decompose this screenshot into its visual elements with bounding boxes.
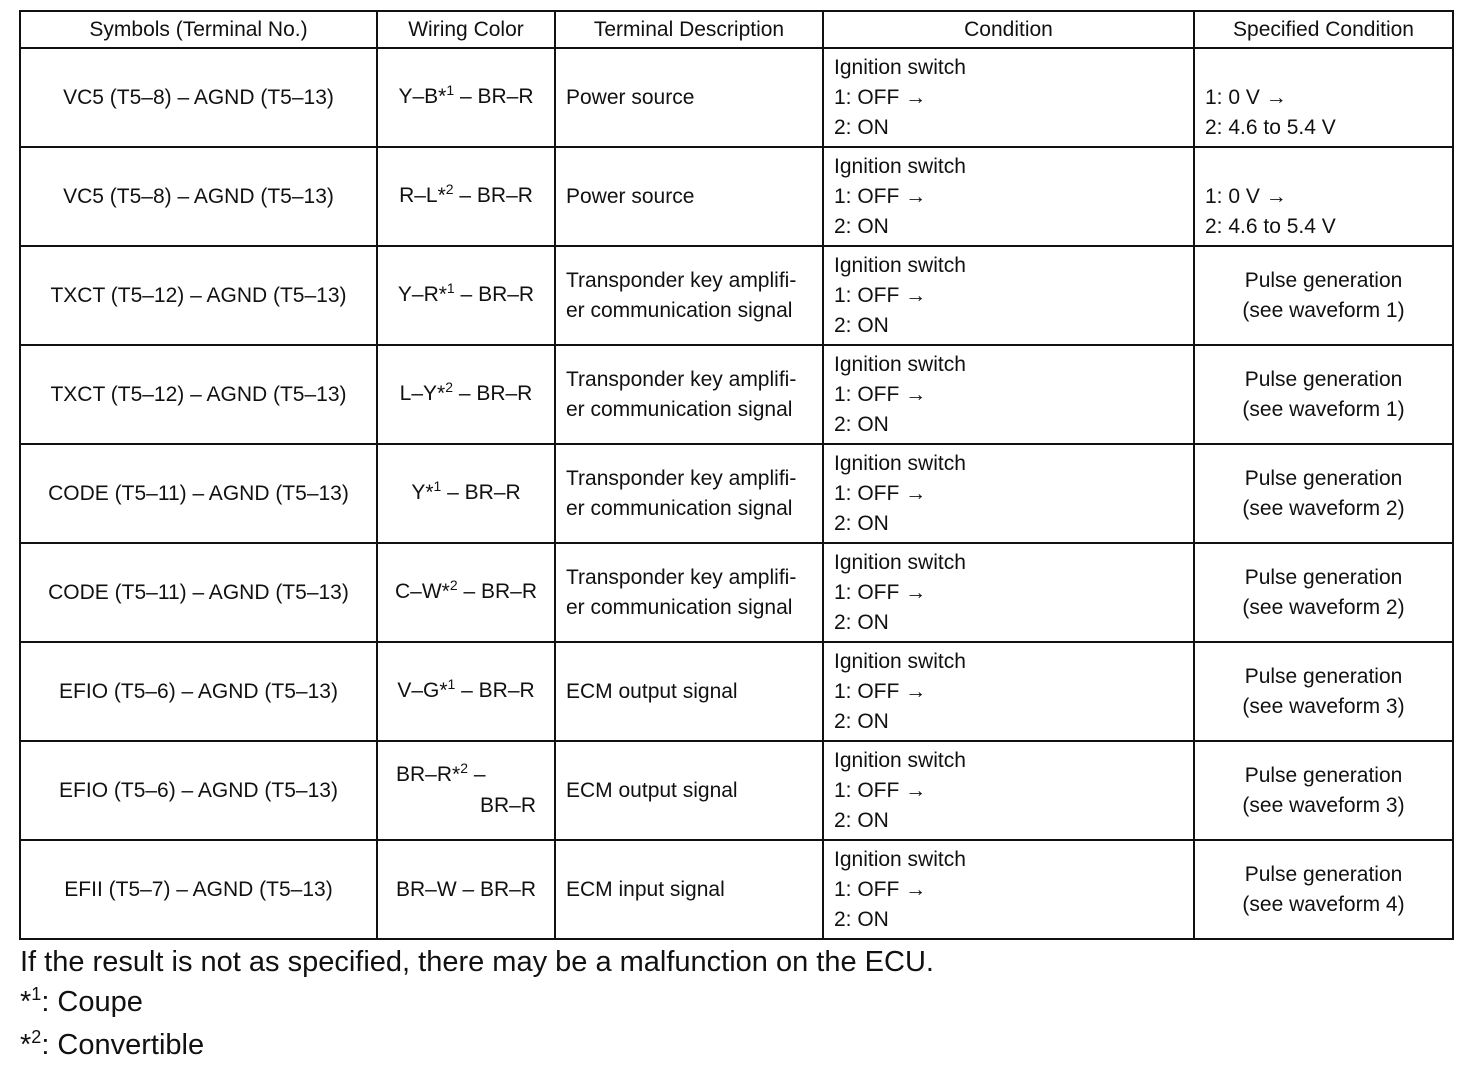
footnotes: [20, 942, 934, 1068]
condition-line: 1: OFF →: [834, 778, 927, 802]
condition-line: 2: ON: [834, 511, 889, 535]
spec-line: (see waveform 3): [1242, 694, 1405, 718]
cell-symbol: VC5 (T5–8) – AGND (T5–13): [20, 147, 377, 246]
condition-line: 2: ON: [834, 709, 889, 733]
cell-description: [555, 246, 823, 345]
wire-footnote-ref: 1: [446, 82, 455, 98]
table-row: [20, 840, 1453, 939]
condition-line: Ignition switch: [834, 352, 966, 376]
cell-symbol: TXCT (T5–12) – AGND (T5–13): [20, 246, 377, 345]
spec-line: (see waveform 3): [1242, 793, 1405, 817]
wire-text-line: [388, 760, 544, 791]
spec-line: (see waveform 1): [1242, 397, 1405, 421]
cell-description: [555, 741, 823, 840]
spec-line: Pulse generation: [1244, 466, 1403, 490]
spec-line: 1: 0 V →: [1205, 85, 1287, 109]
description-line: er communication signal: [566, 397, 793, 421]
wire-text: Y*: [411, 481, 434, 504]
cell-wiring-color: [377, 444, 555, 543]
cell-symbol: EFII (T5–7) – AGND (T5–13): [20, 840, 377, 939]
condition-line: Ignition switch: [834, 748, 966, 772]
description-line: ECM input signal: [566, 877, 725, 901]
condition-line: 2: ON: [834, 313, 889, 337]
wire-text: Y–B*: [398, 85, 447, 108]
wire-text: L–Y*: [399, 382, 446, 405]
header-terminal-description: Terminal Description: [555, 11, 823, 48]
condition-line: 1: OFF →: [834, 481, 927, 505]
cell-wiring-color: [377, 48, 555, 147]
header-symbols: Symbols (Terminal No.): [20, 11, 377, 48]
table-row: [20, 345, 1453, 444]
spec-line: 2: 4.6 to 5.4 V: [1205, 214, 1336, 238]
wire-text-suffix: – BR–R: [454, 283, 535, 306]
spec-line: Pulse generation: [1244, 862, 1403, 886]
cell-condition: [823, 840, 1194, 939]
spec-line: Pulse generation: [1244, 763, 1403, 787]
condition-line: Ignition switch: [834, 451, 966, 475]
header-wiring-color: Wiring Color: [377, 11, 555, 48]
wire-footnote-ref: 1: [433, 478, 442, 494]
spec-line: Pulse generation: [1244, 268, 1403, 292]
footnote-text: : Convertible: [41, 1029, 205, 1061]
table-row: [20, 246, 1453, 345]
cell-description: [555, 642, 823, 741]
cell-specified-condition: [1194, 543, 1453, 642]
wire-text-suffix: –: [468, 763, 486, 786]
footnote-convertible: [20, 1025, 934, 1068]
wire-footnote-ref: 1: [447, 676, 456, 692]
cell-symbol: EFIO (T5–6) – AGND (T5–13): [20, 642, 377, 741]
footnote-number: 1: [31, 984, 42, 1004]
wire-text: R–L*: [399, 184, 446, 207]
header-specified-condition: Specified Condition: [1194, 11, 1453, 48]
cell-description: [555, 345, 823, 444]
cell-wiring-color: [377, 543, 555, 642]
condition-line: Ignition switch: [834, 154, 966, 178]
condition-line: 2: ON: [834, 610, 889, 634]
table-row: [20, 741, 1453, 840]
condition-line: 1: OFF →: [834, 382, 927, 406]
cell-specified-condition: [1194, 147, 1453, 246]
wire-text-continuation: BR–R: [479, 794, 536, 817]
condition-line: 2: ON: [834, 907, 889, 931]
description-line: er communication signal: [566, 298, 793, 322]
table-header-row: [20, 11, 1453, 48]
cell-specified-condition: [1194, 48, 1453, 147]
footnote-coupe: [20, 982, 934, 1025]
spec-line: Pulse generation: [1244, 367, 1403, 391]
cell-specified-condition: [1194, 642, 1453, 741]
wire-footnote-ref: 2: [445, 379, 453, 395]
cell-wiring-color: [377, 147, 555, 246]
cell-description: [555, 840, 823, 939]
cell-symbol: EFIO (T5–6) – AGND (T5–13): [20, 741, 377, 840]
cell-condition: [823, 48, 1194, 147]
cell-specified-condition: [1194, 345, 1453, 444]
condition-line: 1: OFF →: [834, 85, 927, 109]
description-line: Transponder key amplifi-: [566, 565, 797, 589]
condition-line: Ignition switch: [834, 550, 966, 574]
cell-condition: [823, 543, 1194, 642]
wire-text-suffix: – BR–R: [441, 481, 521, 504]
condition-line: 2: ON: [834, 115, 889, 139]
header-condition: Condition: [823, 11, 1194, 48]
wire-text: V–G*: [397, 679, 448, 702]
condition-line: Ignition switch: [834, 847, 966, 871]
cell-specified-condition: [1194, 741, 1453, 840]
spec-line: (see waveform 2): [1242, 595, 1405, 619]
cell-condition: [823, 642, 1194, 741]
description-line: ECM output signal: [566, 778, 738, 802]
spec-line: Pulse generation: [1244, 664, 1403, 688]
table-row: [20, 444, 1453, 543]
footnote-star: *: [20, 1029, 32, 1061]
cell-description: [555, 543, 823, 642]
description-line: Transponder key amplifi-: [566, 367, 797, 391]
wire-text: BR–R*: [396, 763, 461, 786]
wire-footnote-ref: 2: [460, 760, 468, 776]
condition-line: 1: OFF →: [834, 184, 927, 208]
description-line: Power source: [566, 184, 695, 208]
cell-symbol: TXCT (T5–12) – AGND (T5–13): [20, 345, 377, 444]
terminal-spec-table: [19, 10, 1454, 940]
wire-footnote-ref: 2: [449, 577, 458, 593]
condition-line: 1: OFF →: [834, 877, 927, 901]
cell-wiring-color: [377, 741, 555, 840]
wire-footnote-ref: 2: [445, 181, 454, 197]
cell-description: [555, 48, 823, 147]
cell-wiring-color: [377, 840, 555, 939]
condition-line: 1: OFF →: [834, 679, 927, 703]
cell-wiring-color: [377, 642, 555, 741]
wire-text-suffix: – BR–R: [453, 184, 533, 207]
condition-line: 1: OFF →: [834, 283, 927, 307]
cell-symbol: CODE (T5–11) – AGND (T5–13): [20, 543, 377, 642]
condition-line: 2: ON: [834, 412, 889, 436]
description-line: Power source: [566, 85, 695, 109]
spec-line: (see waveform 2): [1242, 496, 1405, 520]
description-line: ECM output signal: [566, 679, 738, 703]
description-line: er communication signal: [566, 496, 793, 520]
condition-line: Ignition switch: [834, 649, 966, 673]
description-line: er communication signal: [566, 595, 793, 619]
cell-specified-condition: [1194, 444, 1453, 543]
condition-line: 2: ON: [834, 214, 889, 238]
condition-line: 2: ON: [834, 808, 889, 832]
cell-condition: [823, 246, 1194, 345]
footnote-text: : Coupe: [41, 986, 143, 1018]
cell-wiring-color: [377, 246, 555, 345]
spec-line: (see waveform 4): [1242, 892, 1405, 916]
condition-line: Ignition switch: [834, 253, 966, 277]
table-row: [20, 543, 1453, 642]
spec-line: 1: 0 V →: [1205, 184, 1287, 208]
footnote-number: 2: [31, 1027, 42, 1047]
cell-description: [555, 147, 823, 246]
wire-text-suffix: – BR–R: [455, 679, 535, 702]
cell-condition: [823, 741, 1194, 840]
condition-line: Ignition switch: [834, 55, 966, 79]
cell-condition: [823, 345, 1194, 444]
malfunction-note: If the result is not as specified, there may be a malfunction on the ECU.: [20, 946, 934, 978]
spec-line: 2: 4.6 to 5.4 V: [1205, 115, 1336, 139]
cell-condition: [823, 444, 1194, 543]
spec-line: Pulse generation: [1244, 565, 1403, 589]
cell-condition: [823, 147, 1194, 246]
cell-wiring-color: [377, 345, 555, 444]
table-row: [20, 147, 1453, 246]
terminal-spec-table-container: [19, 10, 1452, 940]
spec-line: (see waveform 1): [1242, 298, 1405, 322]
condition-line: 1: OFF →: [834, 580, 927, 604]
wire-text: Y–R*: [397, 283, 447, 306]
table-row: [20, 642, 1453, 741]
wire-text-suffix: – BR–R: [457, 580, 537, 603]
wire-text-suffix: – BR–R: [454, 85, 534, 108]
wire-text: BR–W – BR–R: [395, 877, 537, 901]
description-line: Transponder key amplifi-: [566, 466, 797, 490]
wire-text: C–W*: [394, 580, 450, 603]
cell-specified-condition: [1194, 840, 1453, 939]
footnote-star: *: [20, 986, 32, 1018]
table-row: [20, 48, 1453, 147]
cell-specified-condition: [1194, 246, 1453, 345]
cell-symbol: VC5 (T5–8) – AGND (T5–13): [20, 48, 377, 147]
cell-description: [555, 444, 823, 543]
description-line: Transponder key amplifi-: [566, 268, 797, 292]
wire-text-suffix: – BR–R: [452, 382, 533, 405]
wire-footnote-ref: 1: [446, 280, 455, 296]
cell-symbol: CODE (T5–11) – AGND (T5–13): [20, 444, 377, 543]
